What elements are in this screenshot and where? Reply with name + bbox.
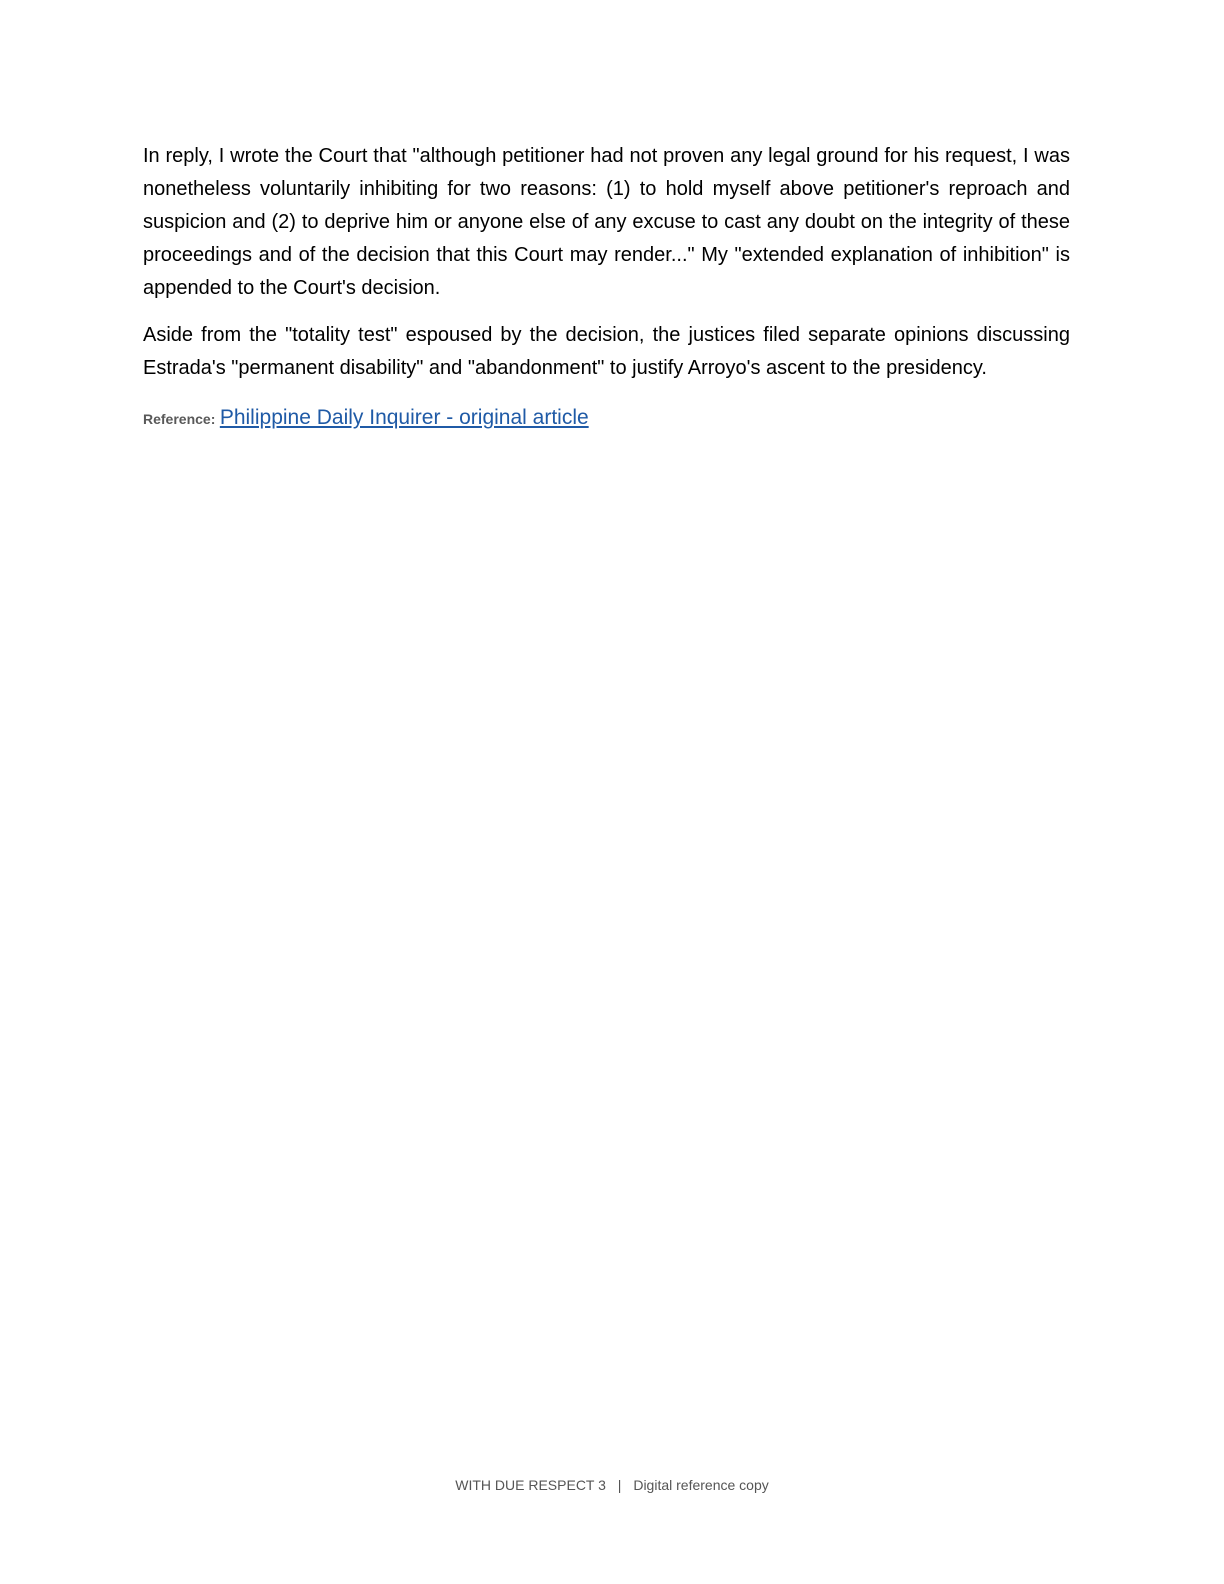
body-paragraph-2: Aside from the "totality test" espoused by the decision, the justices filed separate opinions discussing Estrada's "permanent disability" and "abandonment" to justify Arroyo's ascent to the presidency. <box>143 324 1070 379</box>
reference-label: Reference: <box>143 411 216 427</box>
footer-separator: | <box>617 1477 622 1493</box>
footer-title: WITH DUE RESPECT 3 <box>455 1477 606 1493</box>
reference-line <box>143 403 1070 435</box>
page-footer <box>0 1477 1224 1493</box>
reference-link[interactable]: Philippine Daily Inquirer - original article <box>219 406 589 429</box>
page-body <box>143 140 1070 435</box>
body-paragraph-1: In reply, I wrote the Court that "although petitioner had not proven any legal ground for his request, I was nonetheless voluntarily inhibiting for two reasons: (1) to hold myself above petitioner's reproach and suspicion and (2) to deprive him or anyone else of any excuse to cast any doubt on the integrity of these proceedings and of the decision that this Court may render..." My "extended explanation of inhibition" is appended to the Court's decision. <box>143 145 1070 299</box>
footer-note: Digital reference copy <box>633 1477 769 1493</box>
